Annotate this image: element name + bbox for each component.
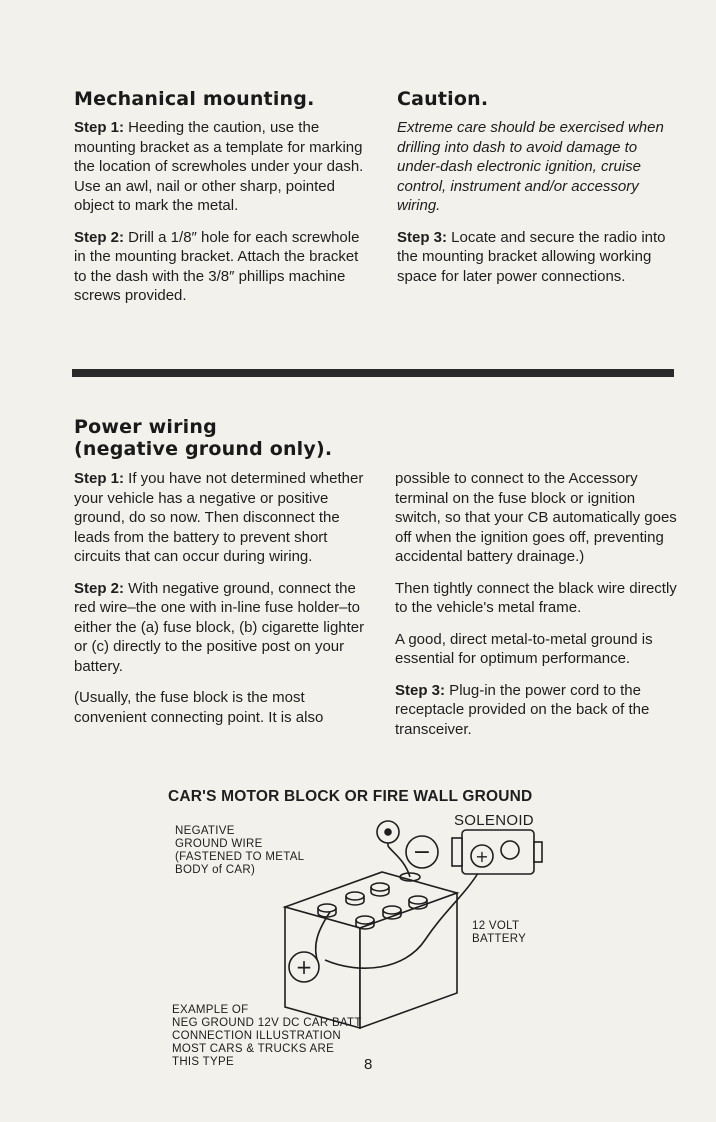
caution-text: Extreme care should be exercised when drilling into dash to avoid damage to under-dash electronic ignition, cruise control, instrument and/or accessory wiring. bbox=[397, 119, 664, 214]
mechanical-mounting-heading: Mechanical mounting. bbox=[74, 88, 315, 110]
step-label: Step 1: bbox=[74, 119, 125, 136]
power-continued: possible to connect to the Accessory terminal on the fuse block or ignition switch, so that your CB automatically goes off when the ignition goes off, preventing accidental battery drainage.) bbox=[395, 470, 677, 565]
neg-label-line2: GROUND WIRE bbox=[175, 838, 263, 850]
example-caption bbox=[172, 1004, 362, 1069]
step-text: Heeding the caution, use the mounting bracket as a template for marking the location of screwholes under your dash. Use an awl, nail or other sharp, pointed object to mark the metal. bbox=[74, 119, 364, 214]
page-number: 8 bbox=[364, 1056, 373, 1073]
mechanical-step1 bbox=[74, 118, 366, 216]
figure-title: CAR'S MOTOR BLOCK OR FIRE WALL GROUND bbox=[168, 788, 533, 805]
example-line3: CONNECTION ILLUSTRATION bbox=[172, 1030, 341, 1042]
example-line1: EXAMPLE OF bbox=[172, 1004, 249, 1016]
neg-label-line3: (FASTENED TO METAL bbox=[175, 851, 305, 863]
minus-symbol: − bbox=[412, 840, 432, 865]
power-wiring-right-column bbox=[395, 469, 685, 751]
section-divider bbox=[72, 369, 674, 377]
step-label: Step 2: bbox=[74, 579, 125, 597]
step-text: Locate and secure the radio into the mounting bracket allowing working space for later power connections. bbox=[397, 228, 666, 285]
solenoid-plus-symbol: + bbox=[475, 847, 489, 866]
caution-step3 bbox=[397, 228, 682, 287]
volt-label-line2: BATTERY bbox=[472, 933, 527, 945]
power-usually: (Usually, the fuse block is the most convenient connecting point. It is also bbox=[74, 689, 324, 726]
solenoid-label: SOLENOID bbox=[454, 812, 534, 829]
mechanical-mounting-section bbox=[74, 88, 366, 318]
power-then: Then tightly connect the black wire directly to the vehicle's metal frame. bbox=[395, 579, 677, 616]
step-text: Plug-in the power cord to the receptacle provided on the back of the transceiver. bbox=[395, 681, 650, 738]
power-step3 bbox=[395, 681, 685, 740]
volt-label-line1: 12 VOLT bbox=[472, 920, 520, 932]
twelve-volt-label bbox=[472, 920, 526, 946]
example-line4: MOST CARS & TRUCKS ARE bbox=[172, 1043, 335, 1055]
step-text: If you have not determined whether your vehicle has a negative or positive ground, do so now. Then disconnect the leads from the battery to prevent short circuits that can occur during wiring. bbox=[74, 470, 364, 565]
power-heading-line1: Power wiring bbox=[74, 416, 217, 438]
caution-heading: Caution. bbox=[397, 88, 489, 110]
example-line2: NEG GROUND 12V DC CAR BATT bbox=[172, 1017, 362, 1029]
step-label: Step 1: bbox=[74, 470, 125, 487]
power-step1 bbox=[74, 469, 366, 567]
step-label: Step 3: bbox=[397, 228, 448, 246]
step-label: Step 2: bbox=[74, 228, 125, 246]
power-wiring-left-column bbox=[74, 469, 366, 739]
example-line5: THIS TYPE bbox=[172, 1056, 234, 1068]
neg-label-line4: BODY of CAR) bbox=[175, 864, 256, 876]
step-text: With negative ground, connect the red wire–the one with in-line fuse holder–to either the (a) fuse block, (b) cigarette lighter or (c) directly to the positive post on your battery. bbox=[74, 579, 365, 675]
caution-section bbox=[397, 88, 682, 298]
plus-symbol: + bbox=[295, 955, 313, 979]
power-step2 bbox=[74, 579, 366, 677]
mechanical-step2 bbox=[74, 228, 366, 306]
step-label: Step 3: bbox=[395, 681, 446, 699]
neg-label-line1: NEGATIVE bbox=[175, 825, 235, 837]
negative-ground-label bbox=[175, 825, 304, 877]
power-heading-line2: (negative ground only). bbox=[74, 438, 333, 460]
step-text: Drill a 1/8″ hole for each screwhole in the mounting bracket. Attach the bracket to the dash with the 3/8″ phillips machine screws provided. bbox=[74, 228, 360, 304]
power-good: A good, direct metal-to-metal ground is essential for optimum performance. bbox=[395, 630, 653, 667]
power-wiring-heading bbox=[74, 416, 374, 468]
